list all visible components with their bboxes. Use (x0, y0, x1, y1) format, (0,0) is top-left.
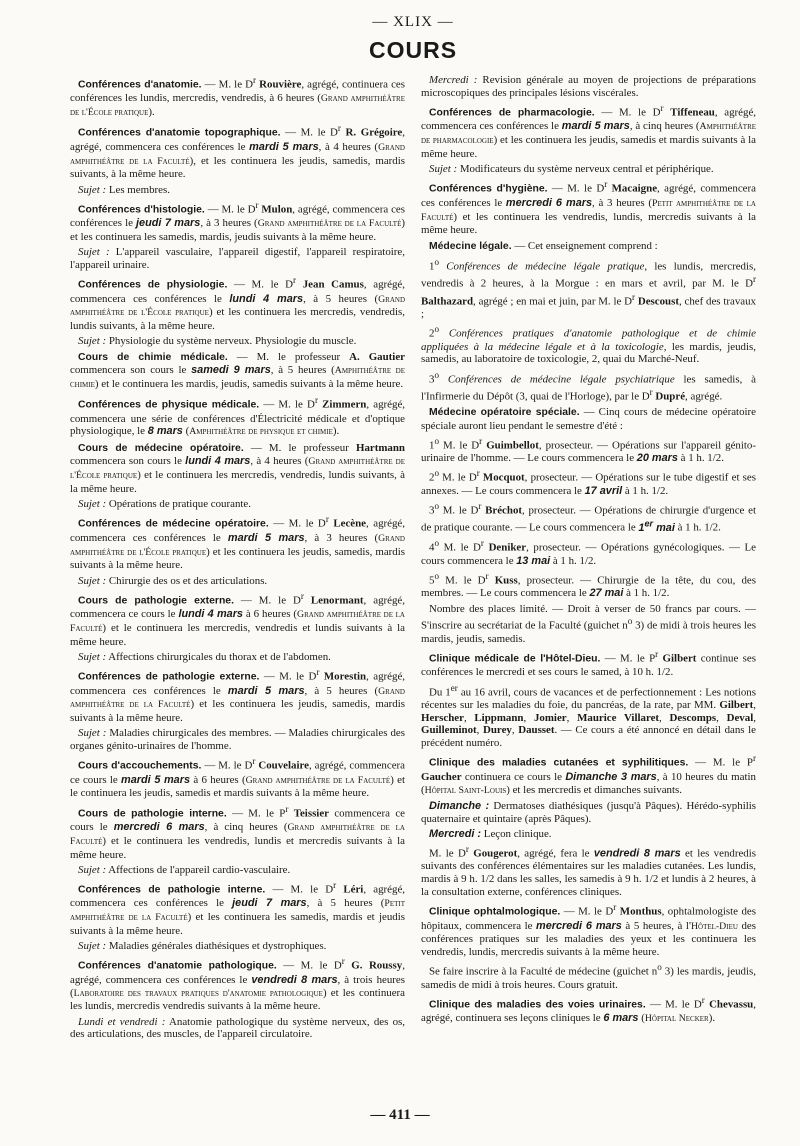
paragraph: Conférences d'anatomie topographique. — M. le $D^r$ R. Grégoire, agrégé, commencera ces conférences le mardi 5 mars, à 4 heures (Grand amphithéâtre de la Faculté), et les continuera les jeudis, samedis, mardis suivants, à la même heure. (70, 123, 405, 181)
paragraph: Conférences de physique médicale. — M. le $D^r$ Zimmern, agrégé, commencera une série de conférences d'Électricité médicale et d'optique physiologique, le 8 mars (Amphithéâtre de physique et chimie). (70, 395, 406, 438)
paragraph: Cours de chimie médicale. — M. le professeur A. Gautier commencera son cours le samedi 9 mars, à 5 heures (Amphithéâtre de chimie) et le continuera les mardis, jeudis, samedis suivants à la même heure. (70, 350, 405, 390)
paragraph: 5$^o$ M. le $D^r$ Kuss, prosecteur. — Chirurgie de la tête, du cou, des membres. — Le cours commencera le 27 mai à 1 h. 1/2. (421, 570, 756, 600)
paragraph: Médecine légale. — Cet enseignement comprend : (429, 239, 658, 252)
paragraph: Clinique ophtalmologique. — M. le $D^r$ Monthus, ophtalmologiste des hôpitaux, commencera le mercredi 6 mars à 5 heures, à l'Hôtel-Dieu des conférences pratiques sur les maladies des yeux et les continuera les vendredis, lundis, mercredis suivants à la même heure. (421, 902, 756, 958)
paragraph: Clinique des maladies cutanées et syphilitiques. — M. le $P^r$ Gaucher continuera ce cours le Dimanche 3 mars, à 10 heures du matin (Hôpital Saint-Louis) et les mercredis et dimanches suivants. (421, 753, 756, 796)
paragraph: 3$^o$ M. le $D^r$ Bréchot, prosecteur. — Opérations de chirurgie d'urgence et de pratique courante. — Le cours commencera le 1er mai à 1 h. 1/2. (421, 501, 756, 534)
paragraph: Sujet : Maladies chirurgicales des membres. — Maladies chirurgicales des organes génito-urinaires de l'homme. (70, 727, 405, 752)
paragraph: Nombre des places limité. — Droit à verser de 50 francs par cours. — S'inscrire au secrétariat de la Faculté (guichet $n^o$ 3) de midi à trois heures les mardis, jeudis, samedis. (421, 602, 756, 645)
paragraph: 2$^o$ M. le $D^r$ Mocquot, prosecteur. — Opérations sur le tube digestif et ses annexes. — Le cours commencera le 17 avril à 1 h. 1/2. (421, 468, 756, 497)
paragraph: Du 1er au 16 avril, cours de vacances et de perfectionnement : Les notions récentes sur les maladies du foie, du pancréas, de la rate, par MM. Gilbert, Herscher, Lippmann, Jomier, Maurice Villaret, Descomps, Deval, Guilleminot, Durey, Dausset. — Ce cours a été annoncé en détail dans le précédent numéro. (421, 682, 756, 750)
paragraph: Conférences de physiologie. — M. le $D^r$ Jean Camus, agrégé, commencera ces conférences le lundi 4 mars, à 5 heures (Grand amphithéâtre de l'École pratique) et les continuera les mercredis, vendredis, lundis suivants, à la même heure. (70, 275, 406, 332)
paragraph: Se faire inscrire à la Faculté de médecine (guichet $n^o$ 3) les mardis, jeudis, samedis de midi à trois heures. Cours gratuit. (421, 962, 756, 991)
paragraph: Mercredi : Revision générale au moyen de projections de préparations microscopiques des principales lésions viscérales. (421, 74, 757, 99)
paragraph: Conférences d'histologie. — M. le $D^r$ Mulon, agrégé, commencera ces conférences le jeudi 7 mars, à 3 heures (Grand amphithéâtre de la Faculté) et les continuera les samedis, mardis, jeudis suivants à la même heure. (70, 199, 405, 243)
paragraph: Sujet : Physiologie du système nerveux. Physiologie du muscle. (78, 335, 357, 348)
right-column (421, 74, 756, 1044)
paragraph: Conférences d'hygiène. — M. le $D^r$ Macaigne, agrégé, commencera ces conférences le mercredi 6 mars, à 3 heures (Petit amphithéâtre de la Faculté) et les continuera les vendredis, lundis, mercredis suivants à la même heure. (421, 179, 756, 237)
paragraph: Dimanche : Dermatoses diathésiques (jusqu'à Pâques). Hérédo-syphilis quaternaire et quintaire (après Pâques). (421, 799, 757, 825)
paragraph: Conférences de pharmacologie. — M. le $D^r$ Tiffeneau, agrégé, commencera ces conférences le mardi 5 mars, à cinq heures (Amphithéâtre de pharmacologie) et les continuera les jeudis, samedis et mardis suivants à la même heure. (421, 103, 757, 160)
paragraph: Sujet : Opérations de pratique courante. (78, 498, 251, 511)
paragraph: Conférences d'anatomie pathologique. — M. le $D^r$ G. Roussy, agrégé, commencera ces conférences le vendredi 8 mars, à trois heures (Laboratoire des travaux pratiques d'anatomie pathologique) et les continuera les lundis, mercredis vendredis suivants à la même heure. (70, 956, 406, 1013)
paragraph: Cours de pathologie externe. — M. le $D^r$ Lenormant, agrégé, commencera ce cours le lundi 4 mars à 6 heures (Grand amphithéâtre de la Faculté) et le continuera les mercredis, vendredis et lundis suivants à la même heure. (70, 590, 405, 648)
paragraph: 1$^o$ M. le $D^r$ Guimbellot, prosecteur. — Opérations sur l'appareil génito-urinaire de l'homme. — Le cours commencera le 20 mars à 1 h. 1/2. (421, 435, 756, 465)
paragraph: 2$^o$ Conférences pratiques d'anatomie pathologique et de chimie appliquées à la médecine légale et à la toxicologie, les mardis, jeudis, samedis, au laboratoire de toxicologie, 2, quai du Marché-Neuf. (421, 324, 756, 366)
paragraph: Sujet : Les membres. (78, 183, 170, 196)
page-header-roman: — XLIX — (372, 14, 454, 30)
paragraph: Lundi et vendredi : Anatomie pathologique du système nerveux, des os, des articulations, des muscles, de l'appareil circulatoire. (70, 1015, 405, 1041)
paragraph: Sujet : Chirurgie des os et des articulations. (78, 574, 268, 587)
paragraph: M. le $D^r$ Gougerot, agrégé, fera le vendredi 8 mars et les vendredis suivants des conférences élémentaires sur les maladies cutanées. Les lundis, mardis à 9 h. 1/2 dans les salles, les samedis à 9 h. 1/2 et lundis à 2 heures, à la consultation externe, conférences cliniques. (421, 844, 757, 898)
section-title: COURS (368, 37, 458, 63)
paragraph: Cours de médecine opératoire. — M. le professeur Hartmann commencera son cours le lundi 4 mars, à 4 heures (Grand amphithéâtre de l'École pratique) et le continuera les mercredis, vendredis, lundis suivants, à la même heure. (70, 441, 405, 495)
paragraph: 4$^o$ M. le $D^r$ Deniker, prosecteur. — Opérations gynécologiques. — Le cours commencera le 13 mai à 1 h. 1/2. (421, 538, 756, 567)
paragraph: Clinique médicale de l'Hôtel-Dieu. — M. le $P^r$ Gilbert continue ses conférences le mercredi et ses cours le samed, à 10 h. 1/2. (421, 648, 756, 679)
paragraph: Sujet : Maladies générales diathésiques et dystrophiques. (78, 940, 327, 953)
paragraph: Conférences de médecine opératoire. — M. le $D^r$ Lecène, agrégé, commencera ces conférences le mardi 5 mars, à 3 heures (Grand amphithéâtre de l'École pratique) et les continuera les jeudis, samedis, mardis suivants à la même heure. (70, 514, 405, 572)
paragraph: Sujet : Affections de l'appareil cardio-vasculaire. (78, 863, 291, 876)
paragraph: 1$^o$ Conférences de médecine légale pratique, les lundis, mercredis, vendredis à 2 heures, à la Morgue : en mars et avril, par M. le $D^r$ Balthazard, agrégé ; en mai et juin, par M. le $D^r$ Descoust, chef des travaux ; (421, 256, 756, 320)
paragraph: Conférences d'anatomie. — M. le $D^r$ Rouvière, agrégé, continuera ces conférences les lundis, mercredis, vendredis, à 6 heures (Grand amphithéâtre de l'École pratique). (70, 75, 405, 119)
page-number: — 411 — (370, 1107, 430, 1123)
paragraph: Mercredi : Leçon clinique. (429, 827, 552, 840)
paragraph: Sujet : Modificateurs du système nerveux central et périphérique. (429, 163, 714, 176)
paragraph: Clinique des maladies des voies urinaires. — M. le $D^r$ Chevassu, agrégé, continuera ses leçons cliniques le 6 mars (Hôpital Necker). (421, 994, 756, 1025)
paragraph: Cours d'accouchements. — M. le $D^r$ Couvelaire, agrégé, commencera ce cours le mardi 5 mars à 6 heures (Grand amphithéâtre de la Faculté) et le continuera les jeudis, samedis et mardis suivants à la même heure. (70, 756, 405, 800)
paragraph: Sujet : L'appareil vasculaire, l'appareil digestif, l'appareil respiratoire, l'appareil urinaire. (70, 246, 405, 271)
paragraph: Médecine opératoire spéciale. — Cinq cours de médecine opératoire spéciale auront lieu pendant le semestre d'été : (421, 405, 756, 432)
paragraph: 3$^o$ Conférences de médecine légale psychiatrique les samedis, à l'Infirmerie du Dépôt (3, quai de l'Horloge), par le $D^r$ Dupré, agrégé. (421, 369, 756, 403)
paragraph: Conférences de pathologie interne. — M. le $D^r$ Léri, agrégé, commencera ces conférences le jeudi 7 mars, à 5 heures (Petit amphithéâtre de la Faculté) et les continuera les samedis, mardis et jeudis suivants à la même heure. (70, 880, 405, 937)
two-column-body (70, 74, 756, 1044)
left-column (70, 74, 405, 1044)
paragraph: Conférences de pathologie externe. — M. le $D^r$ Morestin, agrégé, commencera ces conférences le mardi 5 mars, à 5 heures (Grand amphithéâtre de la Faculté) et les continuera les jeudis, samedis, mardis suivants à la même heure. (70, 667, 406, 724)
paragraph: Cours de pathologie interne. — M. le $P^r$ Teissier commencera ce cours le mercredi 6 mars, à cinq heures (Grand amphithéâtre de la Faculté) et le continuera les vendredis, lundis et mercredis suivants à la même heure. (70, 803, 405, 861)
paragraph: Sujet : Affections chirurgicales du thorax et de l'abdomen. (78, 650, 331, 663)
